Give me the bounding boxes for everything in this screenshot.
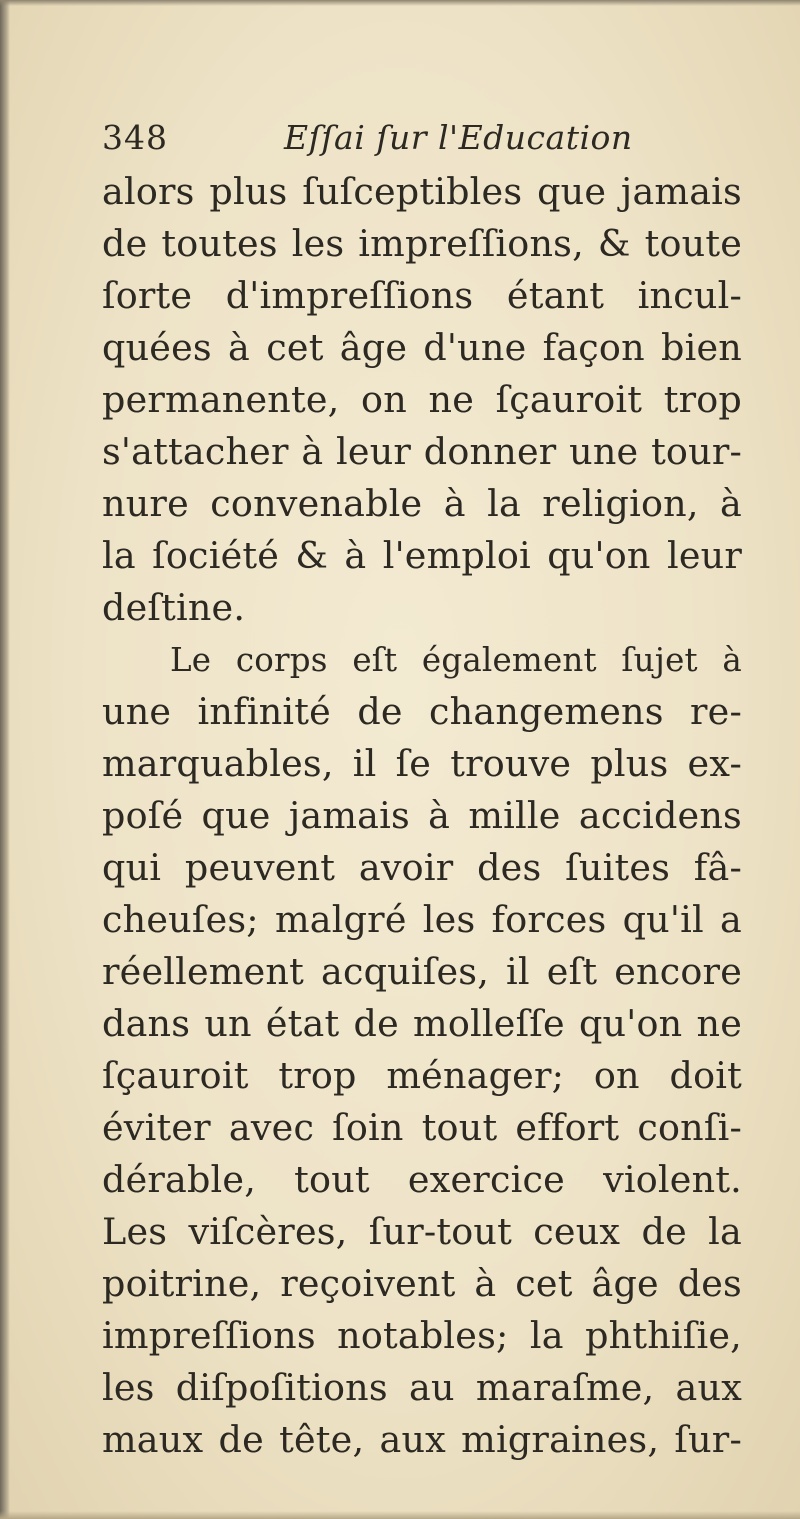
scan-edge-top (0, 0, 800, 6)
text-line: une infinité de changemens re- (102, 690, 742, 733)
page-number: 348 (102, 118, 168, 157)
text-line: impreſſions notables; la phthiſie, (102, 1314, 742, 1357)
text-line: poſé que jamais à mille accidens (102, 794, 742, 837)
scan-edge-bottom (0, 1511, 800, 1519)
running-title: Eſſai ſur l'Education (284, 118, 633, 157)
text-line: permanente, on ne ſçauroit trop (102, 378, 742, 421)
text-line: ſçauroit trop ménager; on doit (102, 1054, 742, 1097)
text-line: ſorte d'impreſſions étant incul- (102, 274, 742, 317)
paragraph-end-line: deſtine. (102, 586, 246, 629)
text-block (102, 118, 742, 1466)
text-line: nure convenable à la religion, à (102, 482, 742, 525)
text-line: de toutes les impreſſions, & toute (102, 222, 742, 265)
scan-edge-left (0, 0, 10, 1519)
text-line: dérable, tout exercice violent. (102, 1158, 742, 1201)
text-line: réellement acquiſes, il eſt encore (102, 950, 742, 993)
text-line: Les viſcères, ſur-tout ceux de la (102, 1210, 742, 1253)
text-line: s'attacher à leur donner une tour- (102, 430, 742, 473)
paragraph-first-line: Le corps eſt également ſujet à (170, 641, 742, 679)
text-line: cheuſes; malgré les forces qu'il a (102, 898, 742, 941)
text-line: les diſpoſitions au maraſme, aux (102, 1366, 742, 1409)
text-line: la ſociété & à l'emploi qu'on leur (102, 534, 742, 577)
text-line: marquables, il ſe trouve plus ex- (102, 742, 742, 785)
text-line: qui peuvent avoir des ſuites fâ- (102, 846, 742, 889)
text-line: éviter avec ſoin tout effort conſi- (102, 1106, 742, 1149)
running-head (102, 118, 742, 166)
text-line: poitrine, reçoivent à cet âge des (102, 1262, 742, 1305)
text-line: maux de tête, aux migraines, ſur- (102, 1418, 742, 1461)
text-line: quées à cet âge d'une façon bien (102, 326, 742, 369)
text-line: dans un état de molleſſe qu'on ne (102, 1002, 742, 1045)
text-line: alors plus ſuſceptibles que jamais (102, 170, 742, 213)
